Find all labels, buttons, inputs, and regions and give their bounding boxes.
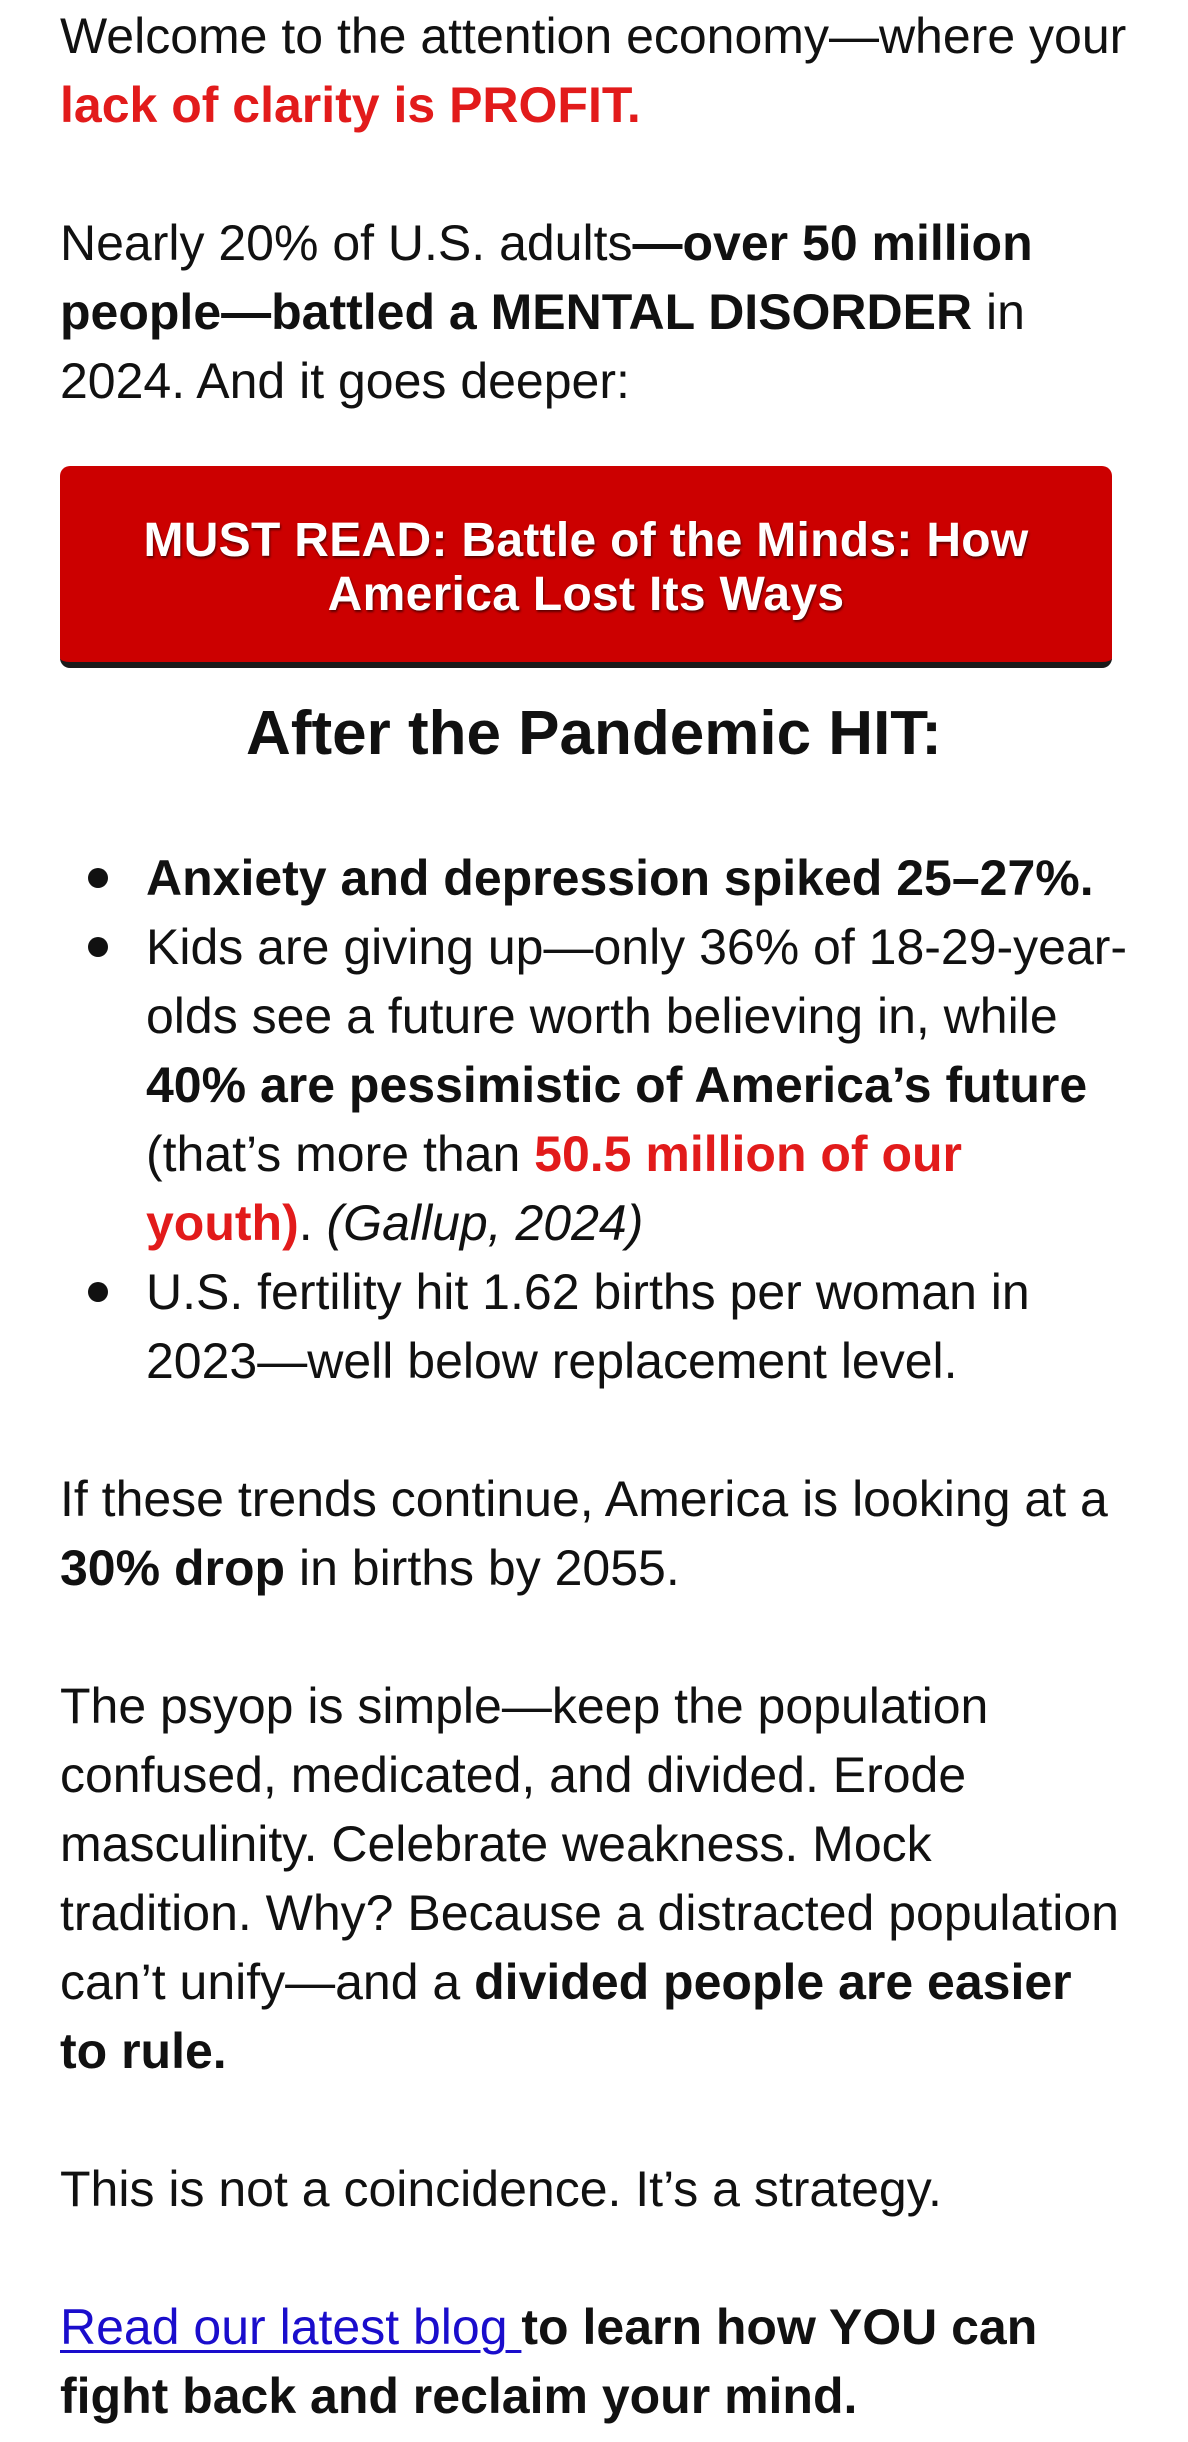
closing-text: to learn how YOU can fight back and reclaim your mind. <box>60 2299 1038 2424</box>
bullet-citation: (Gallup, 2024) <box>326 1195 644 1251</box>
psyop-highlight: divided people are easier to rule. <box>60 1954 1072 2079</box>
bullet-red-highlight: 50.5 million of our youth) <box>146 1126 963 1251</box>
trends-text-end: in births by 2055. <box>285 1540 680 1596</box>
list-item <box>146 844 1128 913</box>
bullet-icon <box>88 937 108 957</box>
bullet-text-mid: (that’s more than <box>146 1126 535 1182</box>
bullet-icon <box>88 1282 108 1302</box>
bullet-text-punct: . <box>298 1195 327 1251</box>
intro-highlight: lack of clarity is PROFIT. <box>60 77 641 133</box>
read-blog-link[interactable]: Read our latest blog <box>60 2299 522 2355</box>
section-heading: After the Pandemic HIT: <box>246 699 942 768</box>
stats-text-end: in 2024. And it goes deeper: <box>60 284 1025 409</box>
trends-highlight: 30% drop <box>60 1540 286 1596</box>
trends-paragraph <box>60 1465 1128 1603</box>
trends-text-start: If these trends continue, America is looking at a <box>60 1471 1108 1527</box>
closing-paragraph <box>60 2293 1128 2431</box>
bullet-icon <box>88 868 108 888</box>
list-item <box>146 1258 1128 1396</box>
stats-text-start: Nearly 20% of U.S. adults <box>60 215 633 271</box>
bullet-text-start: Kids are giving up—only 36% of 18-29-year-olds see a future worth believing in, while <box>146 919 1128 1044</box>
coincidence-paragraph: This is not a coincidence. It’s a strategy. <box>60 2161 942 2217</box>
intro-text: Welcome to the attention economy—where your <box>60 8 1127 64</box>
stats-paragraph <box>60 209 1128 416</box>
email-body <box>0 2 1188 2431</box>
bullet-text: Anxiety and depression spiked 25–27%. <box>146 850 1094 906</box>
bullet-text: U.S. fertility hit 1.62 births per woman in 2023—well below replacement level. <box>146 1264 1030 1389</box>
psyop-text: The psyop is simple—keep the population confused, medicated, and divided. Erode masculinity. Celebrate weakness. Mock tradition. Why? Because a distracted population can’t unify—and a <box>60 1678 1119 2010</box>
bullet-highlight: 40% are pessimistic of America’s future <box>146 1057 1088 1113</box>
list-item <box>146 913 1128 1258</box>
psyop-paragraph <box>60 1672 1128 2086</box>
must-read-button[interactable]: MUST READ: Battle of the Minds: How America Lost Its Ways <box>60 466 1112 668</box>
intro-paragraph <box>60 2 1128 140</box>
stats-bullet-list <box>60 844 1128 1396</box>
cta-wrapper <box>60 466 1128 668</box>
stats-highlight: —over 50 million people—battled a MENTAL DISORDER <box>60 215 1033 340</box>
